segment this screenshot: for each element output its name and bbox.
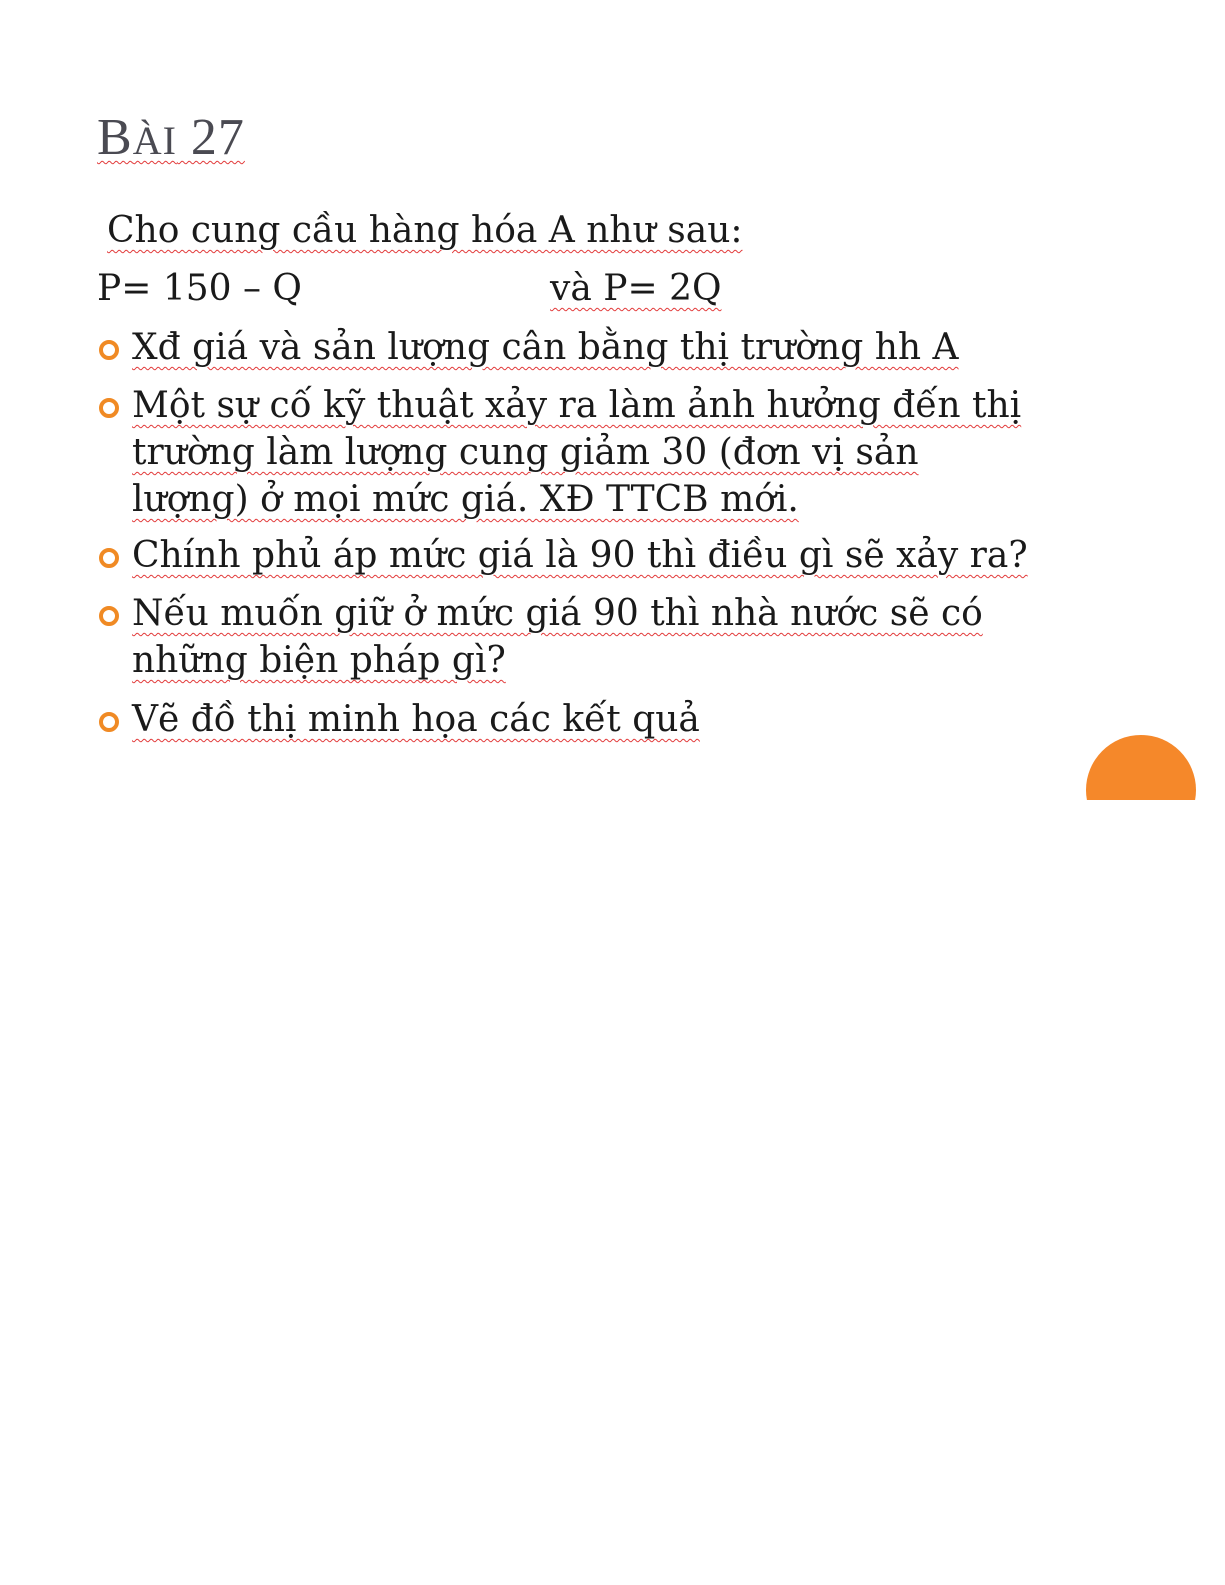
bullet-text <box>132 382 1021 523</box>
bullet-line: Xđ giá và sản lượng cân bằng thị trường hh A <box>132 327 959 368</box>
bullet-text <box>132 696 700 743</box>
decorative-circle-icon <box>1086 735 1196 800</box>
circle-bullet-icon <box>99 398 119 418</box>
circle-bullet-icon <box>99 548 119 568</box>
bullet-line: Vẽ đồ thị minh họa các kết quả <box>132 699 700 740</box>
bullet-line: Một sự cố kỹ thuật xảy ra làm ảnh hưởng đến thị <box>132 385 1022 426</box>
supply-equation: và P= 2Q <box>550 268 722 309</box>
demand-equation: P= 150 – Q <box>97 268 302 309</box>
circle-bullet-icon <box>99 712 119 732</box>
bullet-text <box>132 532 1028 579</box>
bullet-line: Chính phủ áp mức giá là 90 thì điều gì sẽ xảy ra? <box>132 535 1028 576</box>
slide-title <box>97 108 245 167</box>
bullet-line: trường làm lượng cung giảm 30 (đơn vị sản <box>132 432 919 473</box>
bullet-text <box>132 590 983 684</box>
intro-text: Cho cung cầu hàng hóa A như sau: <box>107 210 743 251</box>
circle-bullet-icon <box>99 340 119 360</box>
bullet-line: Nếu muốn giữ ở mức giá 90 thì nhà nước sẽ có <box>132 593 983 634</box>
title-smallcaps: ÀI <box>132 118 177 163</box>
bullet-line: những biện pháp gì? <box>132 640 506 681</box>
circle-bullet-icon <box>99 606 119 626</box>
bullet-text <box>132 324 959 371</box>
title-initial: B <box>97 109 133 166</box>
bullet-line: lượng) ở mọi mức giá. XĐ TTCB mới. <box>132 479 799 520</box>
title-number: 27 <box>176 109 245 166</box>
